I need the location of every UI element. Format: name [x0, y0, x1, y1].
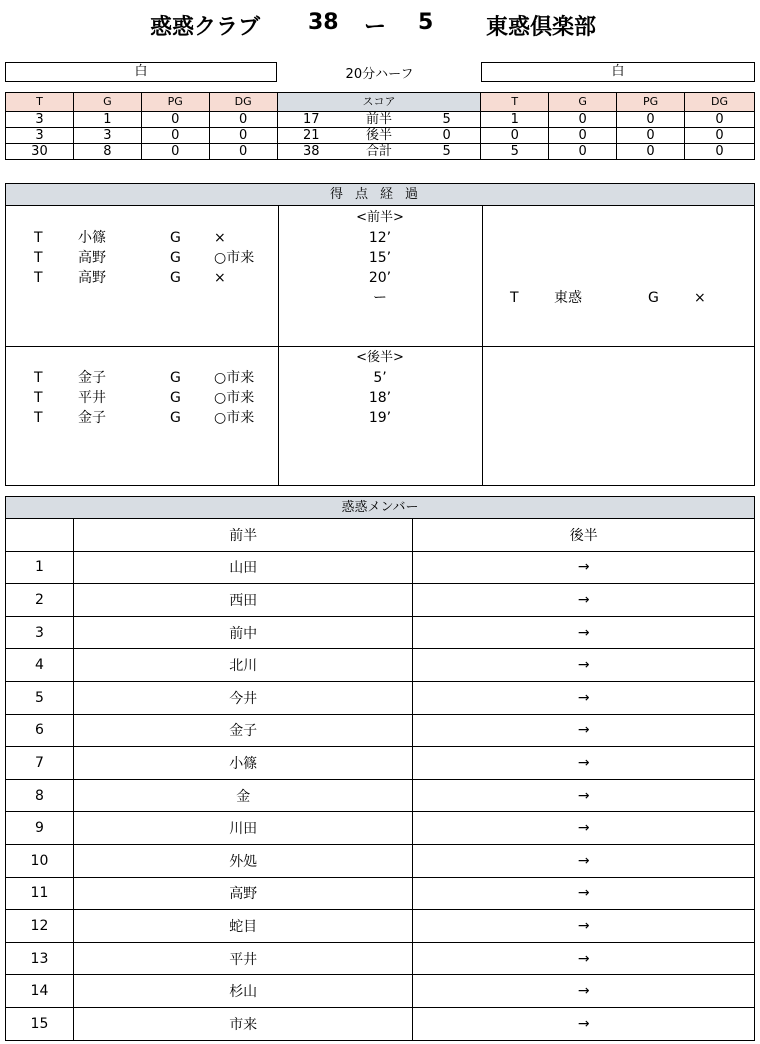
event-goal: G — [170, 370, 181, 386]
event-time: 12’ — [368, 230, 392, 246]
score-event — [482, 288, 754, 308]
member-second-half: → — [413, 616, 755, 649]
away-g: 0 — [549, 128, 617, 144]
member-second-half: → — [413, 649, 755, 682]
member-row — [6, 877, 755, 910]
member-first-half: 外処 — [73, 844, 413, 877]
first-half-home-events — [6, 228, 278, 288]
home-pg: 0 — [141, 112, 209, 128]
event-result: ○市来 — [214, 370, 255, 386]
member-row — [6, 812, 755, 845]
first-half-header: 前半 — [73, 519, 413, 552]
score-row-first-half — [6, 112, 755, 128]
match-format: 20分ハーフ — [345, 67, 414, 82]
member-second-half: → — [413, 1007, 755, 1040]
event-player: 高野 — [78, 270, 106, 286]
event-player: 高野 — [78, 250, 106, 266]
members-table — [5, 518, 755, 1041]
second-half-label: <後半> — [356, 350, 404, 365]
home-points: 38 — [277, 144, 345, 160]
event-goal: G — [648, 290, 659, 306]
member-second-half: → — [413, 681, 755, 714]
event-result: × — [214, 230, 226, 246]
score-table — [5, 92, 755, 160]
event-type: T — [510, 290, 519, 306]
home-points: 21 — [277, 128, 345, 144]
member-second-half: → — [413, 877, 755, 910]
event-player: 平井 — [78, 390, 106, 406]
members-title: 惑惑メンバー — [5, 496, 755, 518]
score-header: スコア — [277, 93, 481, 112]
member-number: 10 — [6, 844, 74, 877]
score-row-second-half — [6, 128, 755, 144]
member-first-half: 北川 — [73, 649, 413, 682]
event-time: 20’ — [368, 270, 392, 286]
member-row — [6, 910, 755, 943]
member-second-half: → — [413, 779, 755, 812]
event-player: 金子 — [78, 370, 106, 386]
home-dg: 0 — [209, 112, 277, 128]
home-t: 3 — [6, 112, 74, 128]
score-header-row — [6, 93, 755, 112]
member-number: 6 — [6, 714, 74, 747]
number-header — [6, 519, 74, 552]
member-row — [6, 747, 755, 780]
event-result: ○市来 — [214, 250, 255, 266]
member-number: 8 — [6, 779, 74, 812]
member-second-half: → — [413, 812, 755, 845]
event-goal: G — [170, 250, 181, 266]
member-row — [6, 616, 755, 649]
event-player: 金子 — [78, 410, 106, 426]
away-header-t: T — [481, 93, 549, 112]
home-points: 17 — [277, 112, 345, 128]
home-jersey: 白 — [5, 62, 277, 82]
home-dg: 0 — [209, 128, 277, 144]
member-second-half: → — [413, 714, 755, 747]
away-g: 0 — [549, 144, 617, 160]
member-second-half: → — [413, 942, 755, 975]
event-time: 19’ — [368, 410, 392, 426]
event-type: T — [34, 410, 43, 426]
progress-title: 得点経過 — [5, 183, 755, 205]
member-second-half: → — [413, 551, 755, 584]
second-half-times — [278, 348, 482, 428]
member-number: 12 — [6, 910, 74, 943]
member-number: 11 — [6, 877, 74, 910]
member-number: 4 — [6, 649, 74, 682]
home-header-dg: DG — [209, 93, 277, 112]
event-goal: G — [170, 390, 181, 406]
member-first-half: 平井 — [73, 942, 413, 975]
away-pg: 0 — [617, 128, 685, 144]
member-number: 9 — [6, 812, 74, 845]
member-second-half: → — [413, 975, 755, 1008]
home-score: 38 — [308, 10, 339, 35]
member-row — [6, 681, 755, 714]
period-label: 後半 — [345, 128, 413, 144]
away-dg: 0 — [685, 144, 755, 160]
event-player: 東惑 — [554, 290, 582, 306]
member-second-half: → — [413, 910, 755, 943]
member-first-half: 市来 — [73, 1007, 413, 1040]
divider — [6, 346, 754, 347]
score-event — [6, 408, 278, 428]
scoring-progress — [5, 205, 755, 486]
away-t: 1 — [481, 112, 549, 128]
event-result: × — [214, 270, 226, 286]
member-first-half: 前中 — [73, 616, 413, 649]
away-header-dg: DG — [685, 93, 755, 112]
home-dg: 0 — [209, 144, 277, 160]
away-g: 0 — [549, 112, 617, 128]
member-number: 5 — [6, 681, 74, 714]
home-header-pg: PG — [141, 93, 209, 112]
away-jersey: 白 — [481, 62, 755, 82]
home-g: 3 — [73, 128, 141, 144]
home-pg: 0 — [141, 128, 209, 144]
member-row — [6, 975, 755, 1008]
members-header-row — [6, 519, 755, 552]
member-row — [6, 551, 755, 584]
member-row — [6, 844, 755, 877]
score-event — [6, 248, 278, 268]
member-number: 7 — [6, 747, 74, 780]
away-points: 0 — [413, 128, 481, 144]
home-header-t: T — [6, 93, 74, 112]
away-score: 5 — [418, 10, 434, 35]
member-number: 14 — [6, 975, 74, 1008]
away-pg: 0 — [617, 144, 685, 160]
first-half-away-events — [482, 288, 754, 308]
member-first-half: 高野 — [73, 877, 413, 910]
home-header-g: G — [73, 93, 141, 112]
event-type: T — [34, 390, 43, 406]
member-row — [6, 942, 755, 975]
away-pg: 0 — [617, 112, 685, 128]
away-t: 5 — [481, 144, 549, 160]
event-time: ー — [373, 290, 387, 306]
home-g: 8 — [73, 144, 141, 160]
event-type: T — [34, 230, 43, 246]
member-number: 13 — [6, 942, 74, 975]
home-t: 30 — [6, 144, 74, 160]
score-event — [6, 268, 278, 288]
member-row — [6, 649, 755, 682]
member-number: 1 — [6, 551, 74, 584]
member-first-half: 小篠 — [73, 747, 413, 780]
score-event — [6, 368, 278, 388]
period-label: 合計 — [345, 144, 413, 160]
member-number: 2 — [6, 584, 74, 617]
away-header-pg: PG — [617, 93, 685, 112]
member-first-half: 川田 — [73, 812, 413, 845]
member-first-half: 西田 — [73, 584, 413, 617]
away-dg: 0 — [685, 112, 755, 128]
score-event — [6, 228, 278, 248]
home-pg: 0 — [141, 144, 209, 160]
away-points: 5 — [413, 112, 481, 128]
member-row — [6, 714, 755, 747]
away-header-g: G — [549, 93, 617, 112]
member-row — [6, 1007, 755, 1040]
event-result: ○市来 — [214, 410, 255, 426]
home-team-name: 惑惑クラブ — [150, 15, 261, 40]
event-time: 5’ — [373, 370, 387, 386]
event-result: × — [694, 290, 706, 306]
member-second-half: → — [413, 584, 755, 617]
member-first-half: 金 — [73, 779, 413, 812]
member-first-half: 蛇目 — [73, 910, 413, 943]
member-second-half: → — [413, 844, 755, 877]
event-goal: G — [170, 270, 181, 286]
score-row-total — [6, 144, 755, 160]
member-first-half: 杉山 — [73, 975, 413, 1008]
member-number: 3 — [6, 616, 74, 649]
home-g: 1 — [73, 112, 141, 128]
member-row — [6, 779, 755, 812]
away-t: 0 — [481, 128, 549, 144]
member-number: 15 — [6, 1007, 74, 1040]
score-dash: ー — [364, 15, 387, 40]
event-type: T — [34, 250, 43, 266]
event-player: 小篠 — [78, 230, 106, 246]
away-points: 5 — [413, 144, 481, 160]
second-half-home-events — [6, 368, 278, 428]
member-second-half: → — [413, 747, 755, 780]
event-goal: G — [170, 230, 181, 246]
event-time: 18’ — [368, 390, 392, 406]
away-team-name: 東惑倶楽部 — [486, 15, 597, 40]
member-first-half: 金子 — [73, 714, 413, 747]
event-type: T — [34, 270, 43, 286]
first-half-times — [278, 208, 482, 308]
first-half-label: <前半> — [356, 210, 404, 225]
second-half-header: 後半 — [413, 519, 755, 552]
member-first-half: 今井 — [73, 681, 413, 714]
score-event — [6, 388, 278, 408]
away-dg: 0 — [685, 128, 755, 144]
member-row — [6, 584, 755, 617]
match-title — [0, 6, 760, 42]
home-t: 3 — [6, 128, 74, 144]
event-time: 15’ — [368, 250, 392, 266]
member-first-half: 山田 — [73, 551, 413, 584]
period-label: 前半 — [345, 112, 413, 128]
event-result: ○市来 — [214, 390, 255, 406]
event-goal: G — [170, 410, 181, 426]
event-type: T — [34, 370, 43, 386]
